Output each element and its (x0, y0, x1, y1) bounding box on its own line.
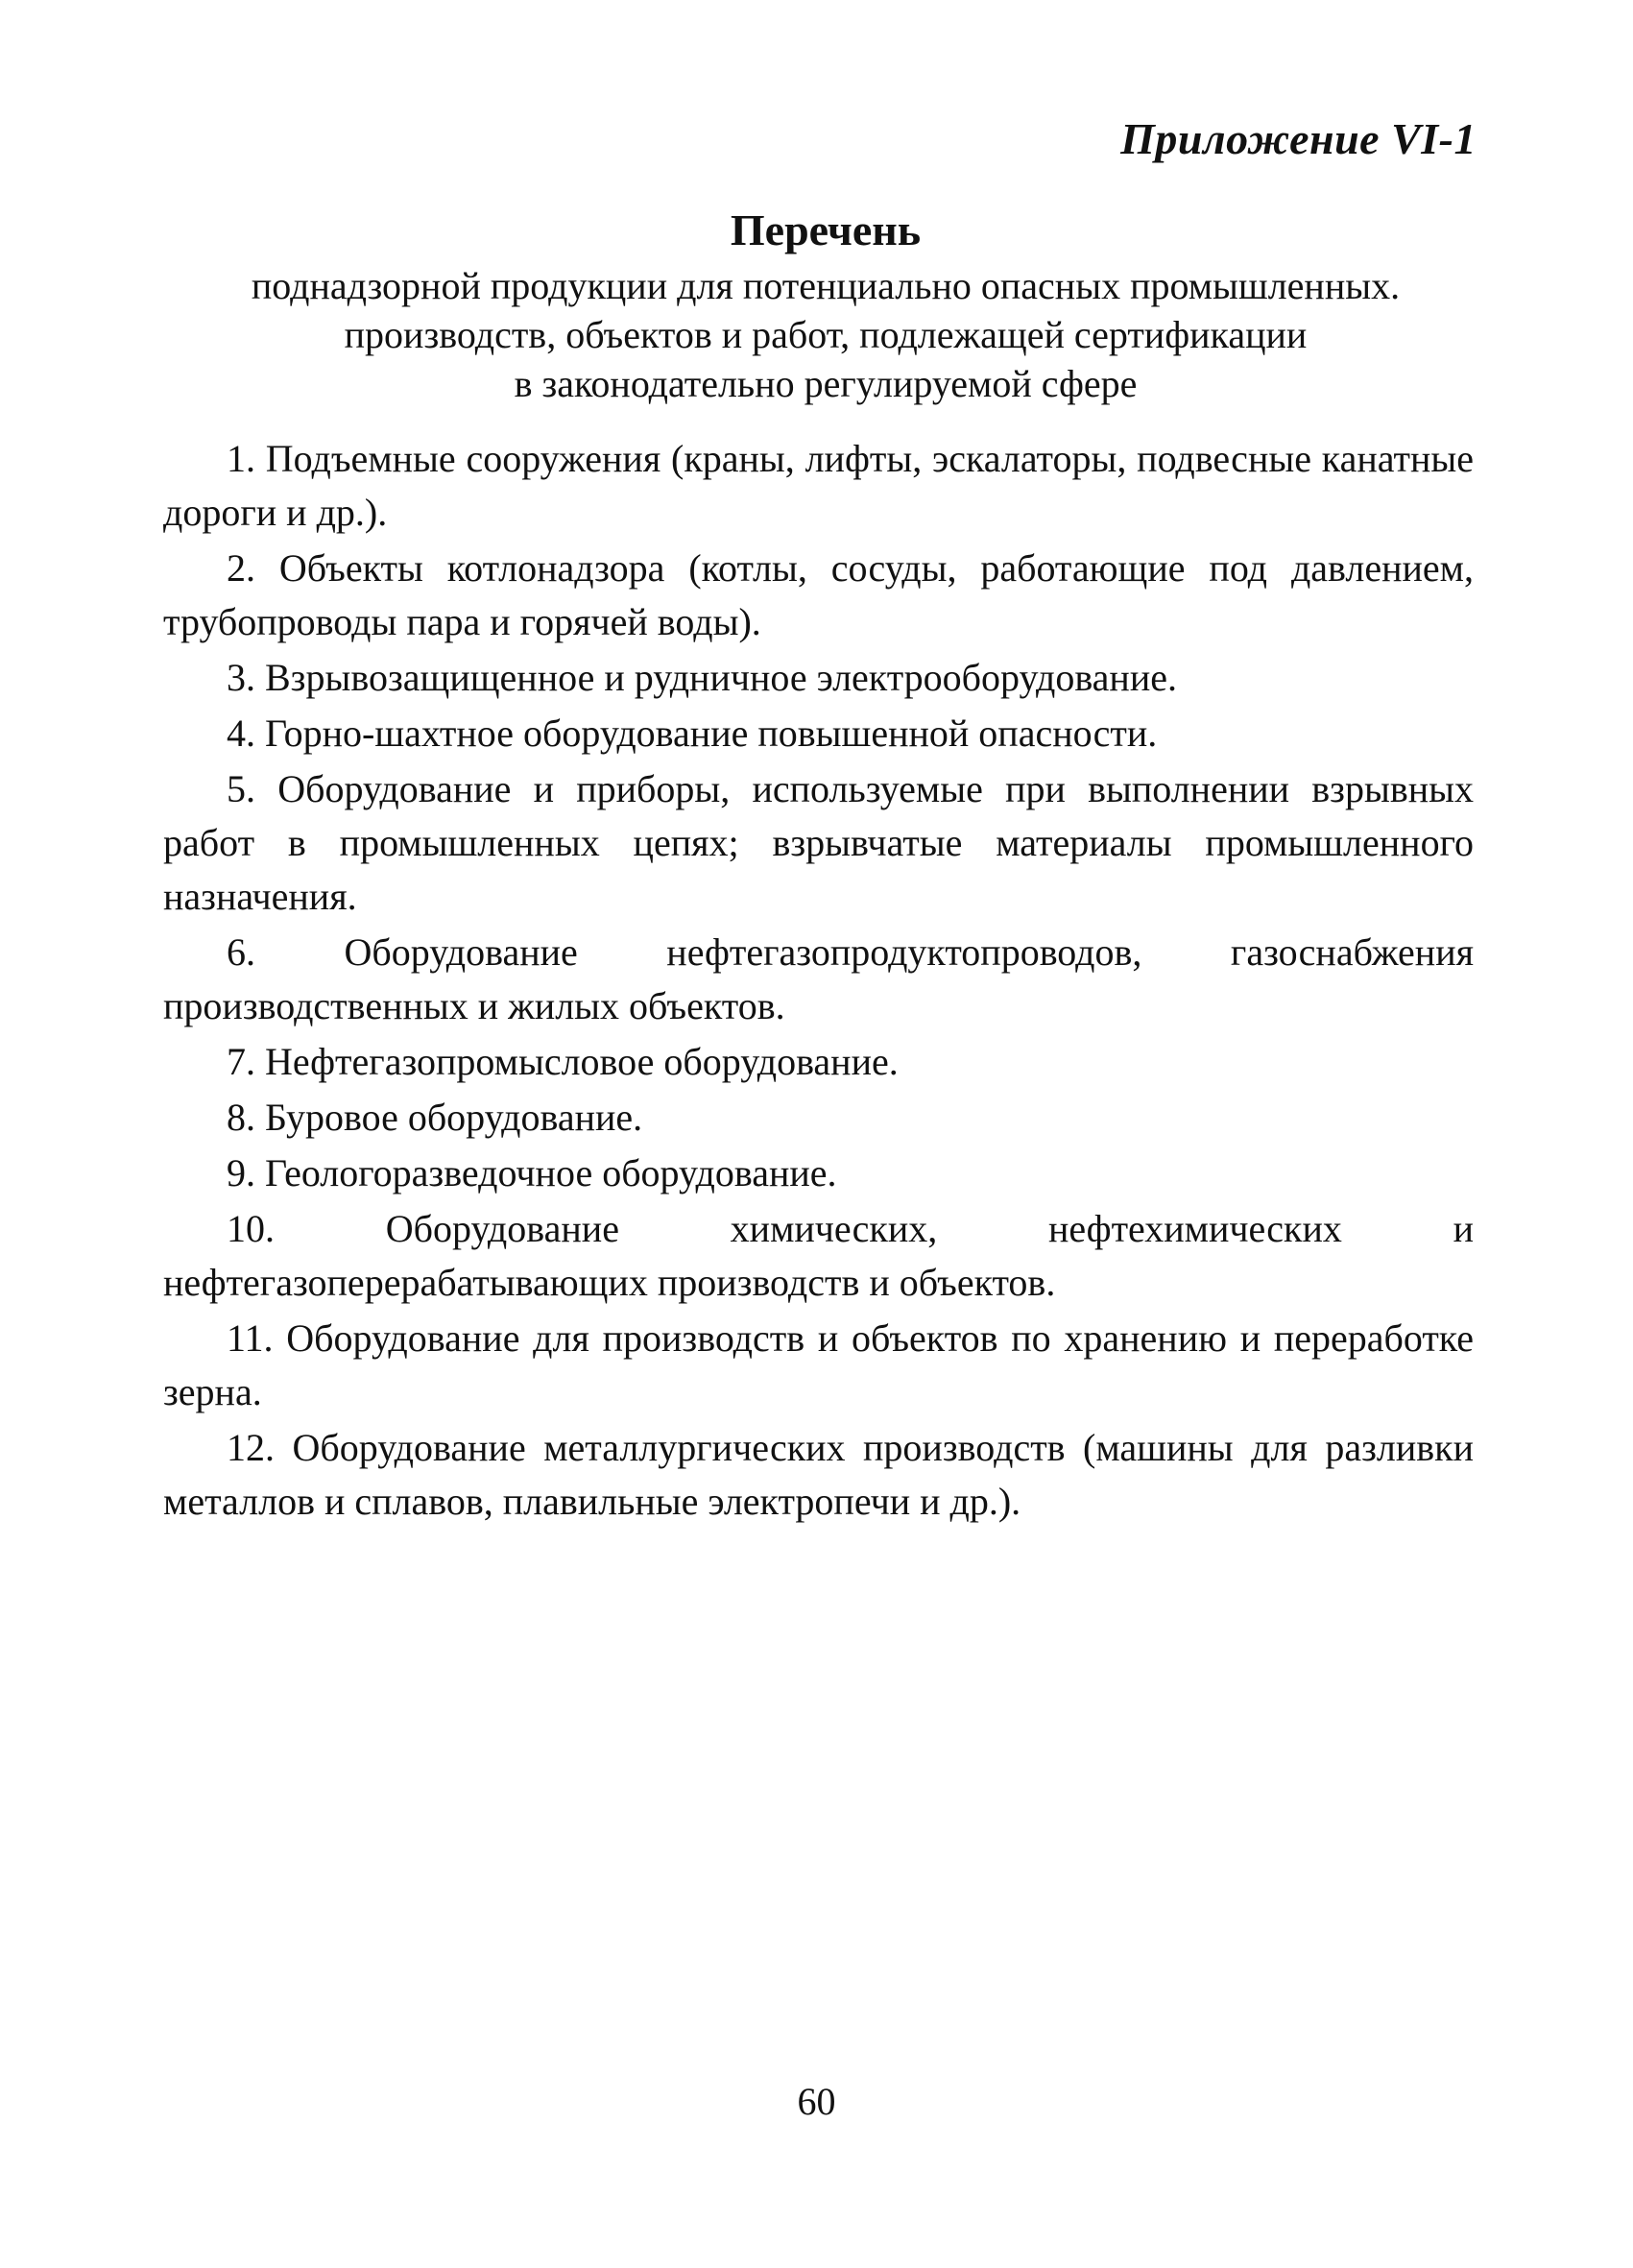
document-title: Перечень (730, 205, 922, 254)
list-item: 11. Оборудование для производств и объектов по хранению и переработке зерна. (163, 1316, 1474, 1413)
list-item: 3. Взрывозащищенное и рудничное электрооборудование. (227, 656, 1177, 699)
page-number: 60 (797, 2080, 836, 2123)
appendix-label: Приложение VI-1 (1120, 114, 1477, 163)
list-item: 5. Оборудование и приборы, используемые при выполнении взрывных работ в промышленных цепях; взрывчатые материалы промышленного назначения. (163, 767, 1474, 918)
list-item: 2. Объекты котлонадзора (котлы, сосуды, работающие под давлением, трубопроводы пара и горячей воды). (163, 546, 1474, 643)
list-item: 1. Подъемные сооружения (краны, лифты, эскалаторы, подвесные канатные дороги и др.). (163, 437, 1474, 534)
list-item: 6. Оборудование нефтегазопродуктопроводов, газоснабжения производственных и жилых объектов. (163, 930, 1474, 1027)
list-item: 10. Оборудование химических, нефтехимических и нефтегазоперерабатывающих производств и объектов. (163, 1207, 1474, 1304)
subtitle-line: в законодательно регулируемой сфере (514, 362, 1138, 405)
list-item: 8. Буровое оборудование. (227, 1096, 643, 1139)
list-item: 4. Горно-шахтное оборудование повышенной опасности. (227, 712, 1158, 755)
item-list (163, 432, 1474, 1531)
subtitle-line: поднадзорной продукции для потенциально опасных промышленных. (251, 264, 1401, 307)
title-block (163, 204, 1488, 408)
list-item: 7. Нефтегазопромысловое оборудование. (227, 1040, 899, 1083)
list-item: 9. Геологоразведочное оборудование. (227, 1151, 837, 1194)
subtitle-line: производств, объектов и работ, подлежащей сертификации (344, 313, 1308, 356)
list-item: 12. Оборудование металлургических производств (машины для разливки металлов и сплавов, плавильные электропечи и др.). (163, 1426, 1474, 1523)
